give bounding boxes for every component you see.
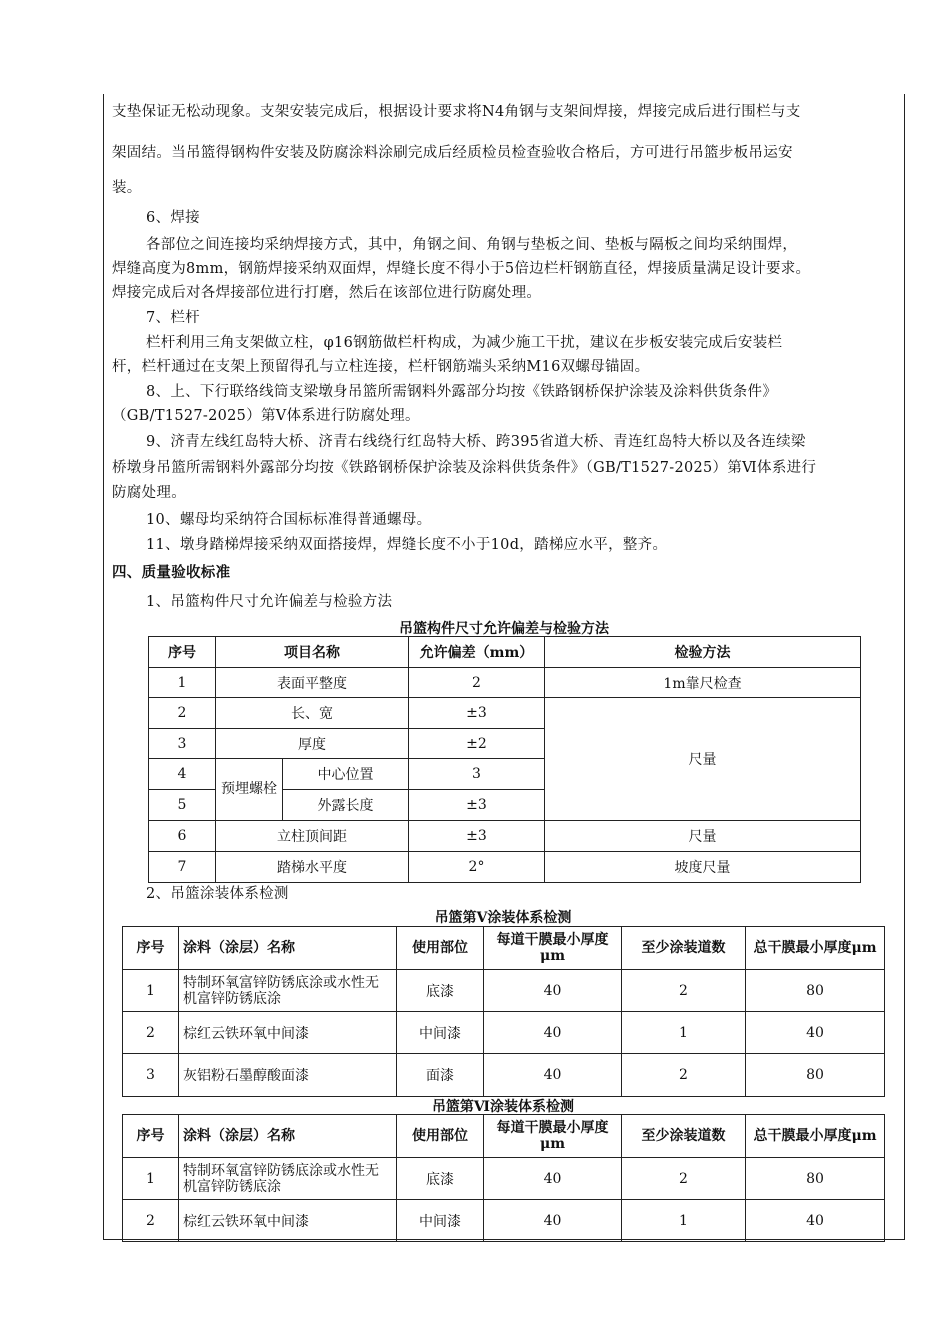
header-cell: 序号	[123, 1115, 179, 1158]
cell: 底漆	[397, 1158, 484, 1200]
paragraph-line: 焊缝高度为8mm，钢筋焊接采纳双面焊，焊缝长度不得小于5倍边栏杆钢筋直径，焊接质量满足设计要求。	[112, 261, 811, 277]
cell: 40	[746, 1200, 885, 1242]
cell: 2	[123, 1200, 179, 1242]
paragraph-line: 桥墩身吊篮所需钢料外露部分均按《铁路钢桥保护涂装及涂料供货条件》（GB/T1527-2025）第Ⅵ体系进行	[112, 460, 817, 476]
header-cell: 序号	[123, 927, 179, 970]
table-caption: 吊篮构件尺寸允许偏差与检验方法	[399, 621, 609, 637]
cell: 特制环氧富锌防锈底涂或水性无机富锌防锈底涂	[179, 1158, 397, 1200]
cell: 表面平整度	[216, 668, 409, 698]
cell: 2	[622, 970, 746, 1012]
cell: 2	[409, 668, 545, 698]
cell: 1	[123, 1158, 179, 1200]
cell: 2	[622, 1158, 746, 1200]
cell: 2	[622, 1054, 746, 1097]
header-cell: 每道干膜最小厚度 μm	[484, 927, 622, 970]
paragraph-line: 杆，栏杆通过在支架上预留得孔与立柱连接，栏杆钢筋端头采纳M16双螺母锚固。	[112, 359, 650, 375]
cell: 7	[149, 852, 216, 883]
cell: 立柱顶间距	[216, 821, 409, 852]
cell: 棕红云铁环氧中间漆	[179, 1012, 397, 1054]
paragraph-line: （GB/T1527-2025）第Ⅴ体系进行防腐处理。	[112, 408, 420, 424]
paragraph-line: 焊接完成后对各焊接部位进行打磨，然后在该部位进行防腐处理。	[112, 285, 542, 301]
cell: 3	[149, 729, 216, 759]
table-caption: 吊篮第Ⅵ涂装体系检测	[431, 1099, 575, 1115]
cell: 1	[622, 1012, 746, 1054]
header-cell: 总干膜最小厚度μm	[746, 1115, 885, 1158]
cell: 长、宽	[216, 698, 409, 729]
paragraph-line: 各部位之间连接均采纳焊接方式，其中，角钢之间、角钢与垫板之间、垫板与隔板之间均采纳围焊，	[146, 237, 798, 253]
cell: ±3	[409, 790, 545, 821]
coating-vi-table	[122, 1114, 885, 1242]
tolerance-table	[148, 636, 861, 883]
header-cell: 序号	[149, 637, 216, 668]
paragraph-line: 防腐处理。	[112, 485, 186, 501]
cell: 2°	[409, 852, 545, 883]
cell: ±3	[409, 821, 545, 852]
cell: 40	[484, 970, 622, 1012]
paragraph-line: 架固结。当吊篮得钢构件安装及防腐涂料涂刷完成后经质检员检查验收合格后，方可进行吊篮步板吊运安	[112, 145, 793, 161]
header-cell: 项目名称	[216, 637, 409, 668]
header-cell: 至少涂装道数	[622, 1115, 746, 1158]
paragraph-line: 9、济青左线红岛特大桥、济青右线绕行红岛特大桥、跨395省道大桥、青连红岛特大桥以及各连续梁	[146, 434, 806, 450]
cell: 2	[123, 1012, 179, 1054]
table-row	[123, 1054, 885, 1097]
cell: 40	[484, 1054, 622, 1097]
table-row	[149, 821, 861, 852]
table-row	[149, 852, 861, 883]
cell: 1	[149, 668, 216, 698]
cell: 40	[484, 1200, 622, 1242]
table-row	[123, 1012, 885, 1054]
paragraph-line: 装。	[112, 180, 142, 196]
cell: 棕红云铁环氧中间漆	[179, 1200, 397, 1242]
cell: 踏梯水平度	[216, 852, 409, 883]
table-row	[149, 668, 861, 698]
header-cell: 使用部位	[397, 1115, 484, 1158]
header-cell: 允许偏差（mm）	[409, 637, 545, 668]
cell: 灰铝粉石墨醇酸面漆	[179, 1054, 397, 1097]
table-row	[123, 970, 885, 1012]
cell: 1	[123, 970, 179, 1012]
table-row	[123, 1200, 885, 1242]
cell: 80	[746, 1158, 885, 1200]
cell: 40	[484, 1012, 622, 1054]
header-cell: 每道干膜最小厚度 μm	[484, 1115, 622, 1158]
paragraph-line: 支垫保证无松动现象。支架安装完成后，根据设计要求将N4角钢与支架间焊接，焊接完成后进行围栏与支	[112, 104, 801, 120]
cell: 尺量	[545, 698, 861, 821]
cell: 1m靠尺检查	[545, 668, 861, 698]
cell: 5	[149, 790, 216, 821]
cell: 外露长度	[283, 790, 409, 821]
cell: 中间漆	[397, 1012, 484, 1054]
cell: 尺量	[545, 821, 861, 852]
paragraph-line: 栏杆利用三角支架做立柱，φ16钢筋做栏杆构成，为减少施工干扰，建议在步板安装完成后安装栏	[146, 335, 783, 351]
table-row	[123, 1158, 885, 1200]
cell: 40	[484, 1158, 622, 1200]
subheading: 1、吊篮构件尺寸允许偏差与检验方法	[146, 594, 393, 610]
cell: 40	[746, 1012, 885, 1054]
cell: 底漆	[397, 970, 484, 1012]
cell: 6	[149, 821, 216, 852]
cell: ±3	[409, 698, 545, 729]
cell: 3	[123, 1054, 179, 1097]
cell: 厚度	[216, 729, 409, 759]
paragraph-line: 11、墩身踏梯焊接采纳双面搭接焊，焊缝长度不小于10d，踏梯应水平，整齐。	[146, 537, 668, 553]
cell: 2	[149, 698, 216, 729]
header-cell: 使用部位	[397, 927, 484, 970]
cell: 坡度尺量	[545, 852, 861, 883]
cell: ±2	[409, 729, 545, 759]
heading-welding: 6、焊接	[146, 210, 200, 226]
header-cell: 涂料（涂层）名称	[179, 927, 397, 970]
header-cell: 至少涂装道数	[622, 927, 746, 970]
header-cell: 涂料（涂层）名称	[179, 1115, 397, 1158]
subheading: 2、吊篮涂装体系检测	[146, 886, 289, 902]
cell: 预埋螺栓	[216, 759, 283, 821]
cell: 特制环氧富锌防锈底涂或水性无机富锌防锈底涂	[179, 970, 397, 1012]
cell: 中心位置	[283, 759, 409, 790]
cell: 80	[746, 1054, 885, 1097]
table-row	[149, 698, 861, 729]
cell: 面漆	[397, 1054, 484, 1097]
cell: 4	[149, 759, 216, 790]
header-cell: 检验方法	[545, 637, 861, 668]
paragraph-line: 8、上、下行联络线筒支梁墩身吊篮所需钢料外露部分均按《铁路钢桥保护涂装及涂料供货条件》	[146, 384, 778, 400]
paragraph-line: 10、螺母均采纳符合国标标准得普通螺母。	[146, 512, 432, 528]
table-caption: 吊篮第Ⅴ涂装体系检测	[434, 910, 572, 926]
coating-v-table	[122, 926, 885, 1097]
cell: 80	[746, 970, 885, 1012]
cell: 3	[409, 759, 545, 790]
header-cell: 总干膜最小厚度μm	[746, 927, 885, 970]
cell: 1	[622, 1200, 746, 1242]
cell: 中间漆	[397, 1200, 484, 1242]
section-heading: 四、质量验收标准	[112, 564, 231, 581]
heading-railing: 7、栏杆	[146, 310, 200, 326]
